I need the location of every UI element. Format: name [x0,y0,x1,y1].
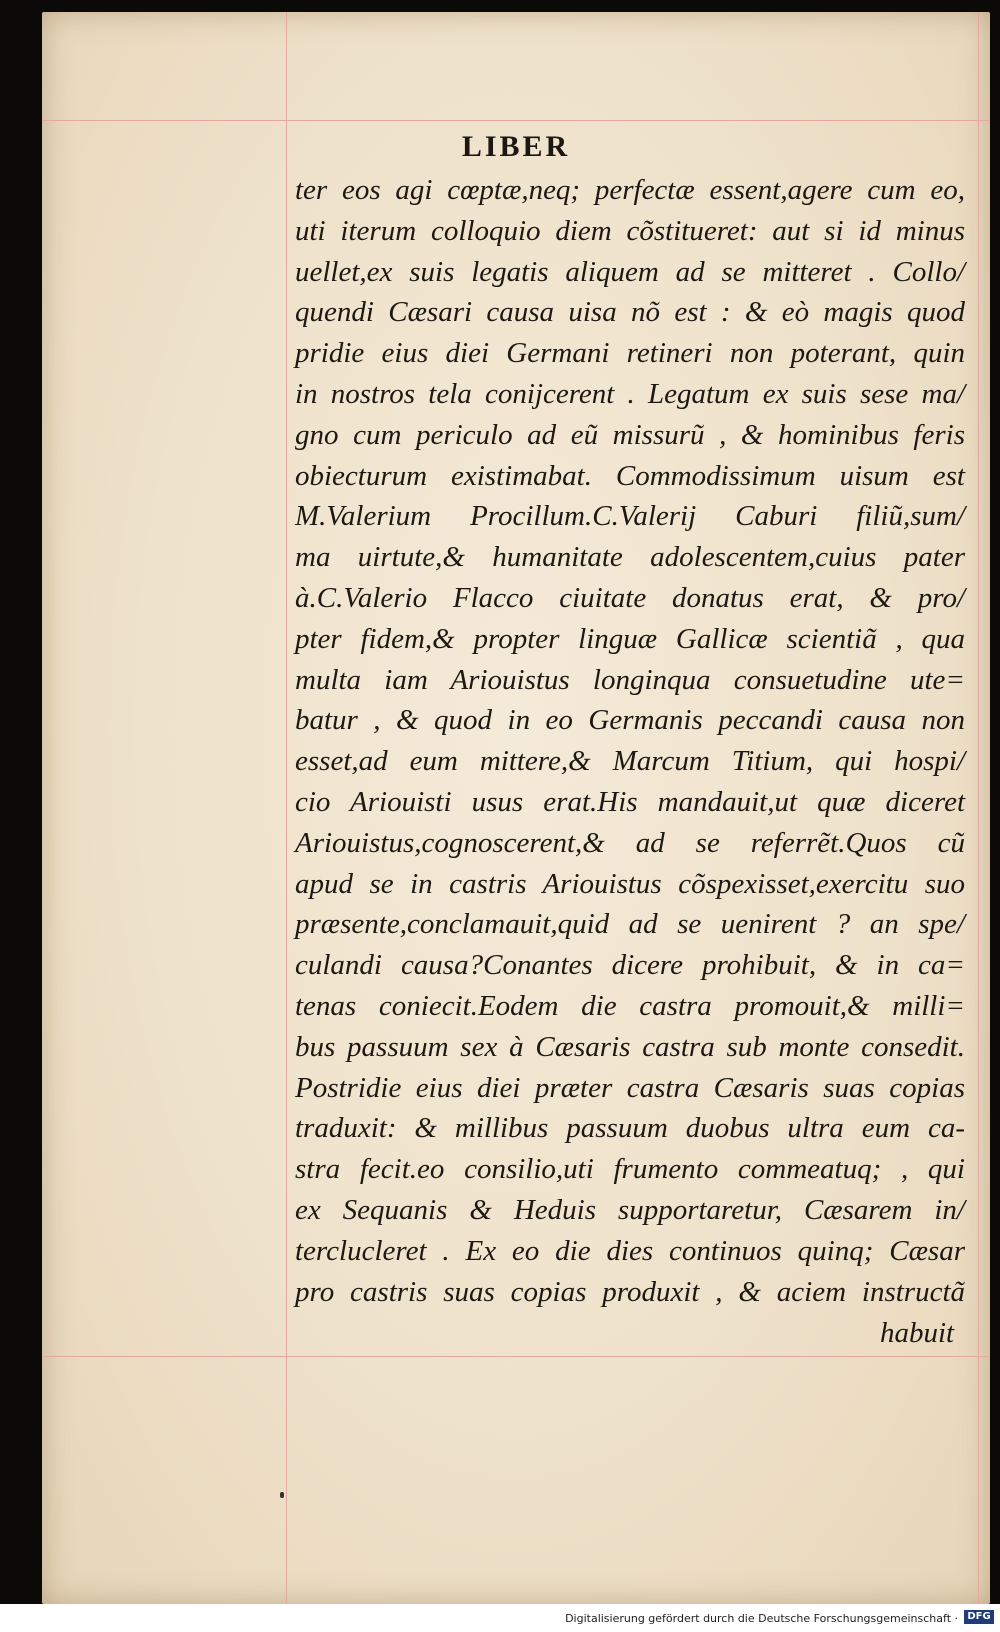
text-line: Ariouistus,cognoscerent,& ad se referrẽt.Quos cũ [295,826,965,859]
margin-rule-bottom [42,1356,990,1357]
text-line: pter fidem,& propter linguæ Gallicæ scientiã , qua [295,622,965,655]
text-line: culandi causa?Conantes dicere prohibuit, & in ca= [295,949,965,982]
text-line: bus passuum sex à Cæsaris castra sub monte consedit. [295,1030,965,1063]
text-line: obiecturum existimabat. Commodissimum uisum est [295,459,965,492]
margin-rule-left [286,12,287,1604]
text-line: Postridie eius diei præter castra Cæsaris suas copias [295,1071,965,1104]
ink-spot [280,1492,284,1498]
book-page [42,12,990,1604]
funding-notice: Digitalisierung gefördert durch die Deutsche Forschungsgemeinschaft · [565,1612,958,1625]
catchword: habuit [880,1317,955,1349]
margin-rule-top [42,120,990,121]
text-line: ma uirtute,& humanitate adolescentem,cuius pater [295,541,965,574]
text-line: traduxit: & millibus passuum duobus ultra eum ca- [295,1112,965,1145]
text-line: batur , & quod in eo Germanis peccandi causa non [295,704,965,737]
running-head: LIBER [461,130,571,163]
footer-bar [0,1604,1000,1632]
text-line: pro castris suas copias produxit , & aciem instructã [295,1275,965,1308]
text-line: à.C.Valerio Flacco ciuitate donatus erat, & pro/ [295,581,965,614]
text-line: tenas coniecit.Eodem die castra promouit,& milli= [295,989,965,1022]
text-line: gno cum periculo ad eũ missurũ , & hominibus feris [295,418,965,451]
text-line: pridie eius diei Germani retineri non poterant, quin [295,337,965,370]
text-line: multa iam Ariouistus longinqua consuetudine ute= [295,663,965,696]
text-line: uti iterum colloquio diem cõstitueret: aut si id minus [295,214,965,247]
text-line: M.Valerium Procillum.C.Valerij Caburi filiũ,sum/ [295,500,965,533]
text-line: esset,ad eum mittere,& Marcum Titium, qui hospi/ [295,745,965,778]
text-line: stra fecit.eo consilio,uti frumento commeatuq; , qui [295,1153,965,1186]
dfg-logo-icon: DFG [964,1610,994,1624]
text-line: ter eos agi cœptæ,neq; perfectæ essent,agere cum eo, [295,174,965,206]
margin-rule-right [978,12,979,1604]
text-line: cio Ariouisti usus erat.His mandauit,ut quæ diceret [295,785,965,818]
text-line: uellet,ex suis legatis aliquem ad se mitteret . Collo/ [295,255,965,288]
text-line: apud se in castris Ariouistus cõspexisset,exercitu suo [295,867,965,900]
body-text [295,170,965,1312]
text-line: quendi Cæsari causa uisa nõ est : & eò magis quod [295,296,965,329]
text-line: præsente,conclamauit,quid ad se uenirent ? an spe/ [295,908,965,941]
text-line: in nostros tela conijcerent . Legatum ex suis sese ma/ [295,377,965,410]
text-line: terclucleret . Ex eo die dies continuos quinq; Cæsar [295,1234,965,1267]
text-line: ex Sequanis & Heduis supportaretur, Cæsarem in/ [295,1193,965,1226]
